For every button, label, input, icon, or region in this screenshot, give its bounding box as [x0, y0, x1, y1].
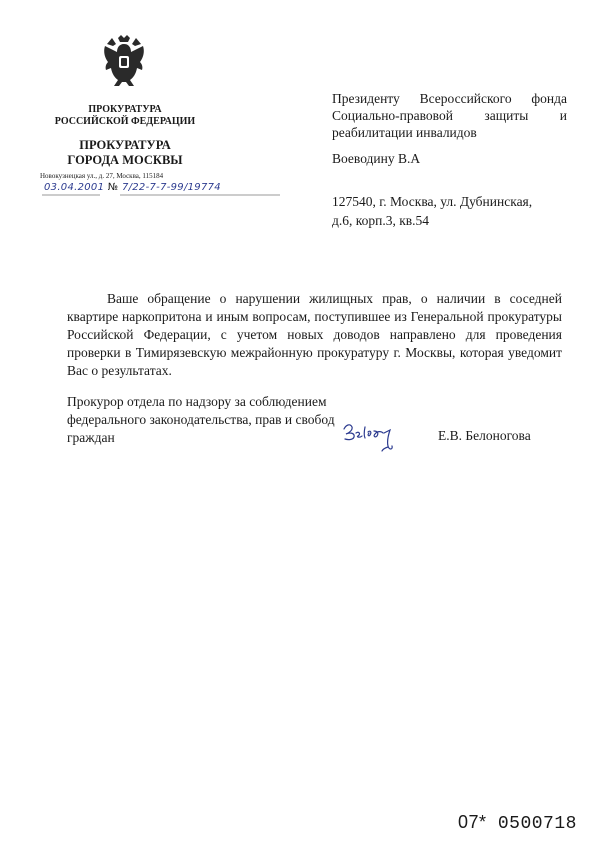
postal-line-2: д.6, корп.3, кв.54: [332, 213, 430, 228]
postal-line-1: 127540, г. Москва, ул. Дубнинская,: [332, 194, 533, 209]
org-line-1: ПРОКУРАТУРА: [88, 104, 162, 115]
sign-line-2: федерального законодательства, прав и свобод: [67, 412, 335, 427]
office-address: Новокузнецкая ул., д. 27, Москва, 115184: [40, 172, 164, 180]
handwritten-signature: [338, 417, 408, 457]
doc-prefix: 07*: [458, 812, 487, 832]
office-line-2: ГОРОДА МОСКВЫ: [67, 153, 183, 167]
recipient-postal-address: [332, 192, 567, 230]
recipient-line-2: Социально-правовой защиты и: [332, 108, 567, 123]
recipient-line-1: Президенту Всероссийского фонда: [332, 91, 567, 106]
coat-of-arms-emblem: [98, 34, 150, 88]
prosecutor-office-city-title: [40, 138, 210, 168]
recipient-name: Воеводину В.А: [332, 151, 421, 166]
signature-title: [67, 393, 367, 447]
prosecutor-office-federal-title: [40, 104, 210, 128]
registration-stamp: [44, 182, 221, 193]
letter-body: Ваше обращение о нарушении жилищных прав, о наличии в соседней квартире наркопритона и иным вопросам, поступившее из Генеральной прокуратуры Российской Федерации, с учетом новых доводов направлено для проведения проверки в Тимирязевскую межрайонную прокуратуру г. Москвы, которая уведомит Вас о результатах.: [67, 291, 562, 378]
org-line-2: РОССИЙСКОЙ ФЕДЕРАЦИИ: [54, 116, 196, 127]
doc-number: 0500718: [497, 814, 577, 834]
sign-line-3: граждан: [67, 430, 115, 445]
reg-number: 7/22-7-7-99/19774: [121, 182, 221, 193]
recipient-block: [332, 90, 567, 141]
recipient-line-3: реабилитации инвалидов: [332, 125, 477, 140]
office-line-1: ПРОКУРАТУРА: [79, 138, 171, 152]
signer-name: Е.В. Белоногова: [438, 428, 531, 443]
reg-no-sign: №: [107, 182, 119, 193]
document-serial-number: [458, 812, 577, 834]
sign-line-1: Прокурор отдела по надзору за соблюдением: [67, 394, 327, 409]
reg-date: 03.04.2001: [44, 182, 105, 193]
